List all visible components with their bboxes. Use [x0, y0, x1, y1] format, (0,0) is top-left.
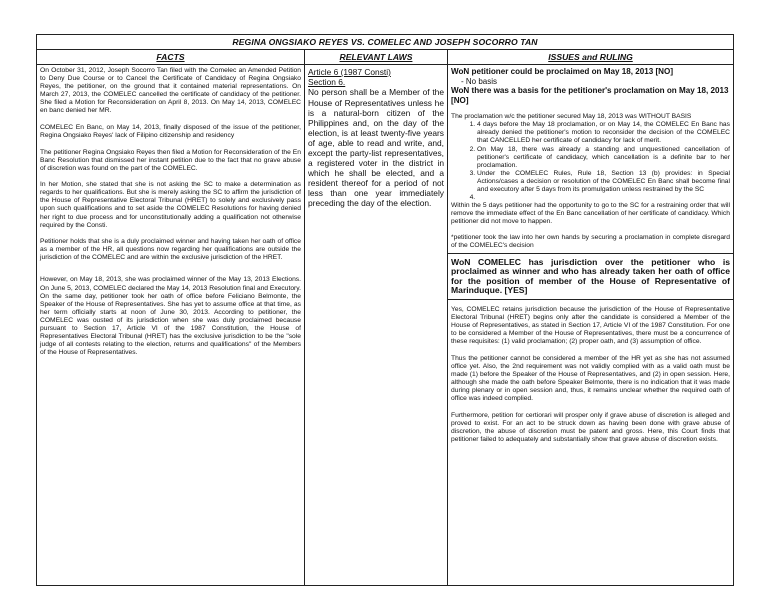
- facts-header: FACTS: [37, 50, 305, 64]
- issues-header: ISSUES and RULING: [548, 52, 633, 62]
- list-item: 1. 4 days before the May 18 proclamation, or on May 14, the COMELEC En Banc has already denied the petitioner's motion to reconsider the decision of the COMELEC that CANCELLED her certificate of candidacy for lack of merit.: [477, 121, 730, 145]
- law-article: Article 6 (1987 Consti): [308, 67, 391, 77]
- facts-column: [37, 65, 305, 585]
- facts-paragraph: In her Motion, she stated that she is not asking the SC to make a determination as regards to her qualifications. But she is merely asking the SC to affirm the jurisdiction of the House of Representative Electoral Tribunal (HRET) to solely and exclusively pass upon such qualifications and to set aside the COMELEC Resolutions for having denied her right to due process and for unconstitutionally adding a qualification not otherwise required by the Consti.: [40, 181, 301, 229]
- ruling-intro: The proclamation w/c the petitioner secured May 18, 2013 was WITHOUT BASIS: [451, 113, 692, 121]
- ruling-list: [451, 121, 730, 202]
- issue-3: WoN COMELEC has jurisdiction over the petitioner who is proclaimed as winner and who has already taken her oath of office for the position of member of the House of Representative of Marinduque. [YES]: [451, 256, 730, 296]
- facts-paragraph: However, on May 18, 2013, she was proclaimed winner of the May 13, 2013 Elections. On June 5, 2013, COMELEC declared the May 14, 2013 Resolution final and Executory. On the same day, petitioner took her oath of office before Feliciano Belmonte, the Speaker of the House of Representatives. She has yet to assume office at that time, as her term officially starts at noon of June 30, 2013. According to petitioner, the COMELEC was ousted of its jurisdiction when she was duly proclaimed because pursuant to Section 17, Article VI of the 1987 Constitution, the House of Representatives Electoral Tribunal (HRET) has the exclusive jurisdiction to be the "sole judge of all contests relating to the election, returns and qualifications" of the Members of the House of Representatives.: [40, 276, 301, 357]
- facts-paragraph: The petitioner Regina Ongsiako Reyes then filed a Motion for Reconsideration of the En Banc Resolution that dismissed her instant petition due to the fact that no grave abuse of discretion was found on the part of the COMELEC.: [40, 148, 301, 172]
- list-item: [477, 194, 730, 202]
- list-item: 3. Under the COMELEC Rules, Rule 18, Section 13 (b) provides: in Special Actions/cases a decision or resolution of the COMELEC En Banc shall become final and executory after 5 days from its promulgation unless restrained by the SC: [477, 170, 730, 194]
- case-title: REGINA ONGSIAKO REYES VS. COMELEC AND JOSEPH SOCORRO TAN: [37, 35, 733, 50]
- issue-section-3: [448, 254, 733, 300]
- issues-column: [448, 65, 733, 585]
- case-digest-table: [36, 34, 734, 586]
- law-text: No person shall be a Member of the House of Representatives unless he is a natural-born citizen of the Philippines and, on the day of the election, is at least twenty-five years of age, able to read and write, and, except the party-list representatives, a registered voter in the district in which he shall be elected, and a resident thereof for a period of not less than one year immediately preceding the day of the election.: [308, 87, 444, 209]
- ruling-section-3: [448, 300, 733, 444]
- issue-1: WoN petitioner could be proclaimed on May 18, 2013 [NO]: [451, 67, 674, 76]
- answer-1: - No basis: [461, 76, 498, 86]
- column-headers: [37, 50, 733, 65]
- laws-header: RELEVANT LAWS: [305, 50, 448, 64]
- ruling-after: Within the 5 days petitioner had the opportunity to go to the SC for a restraining order that will remove the immediate effect of the En Banc cancellation of her certificate of candidacy. Which petitioner did not move to happen.: [451, 202, 730, 226]
- law-section: Section 6.: [308, 77, 346, 88]
- laws-column: [305, 65, 448, 585]
- ruling-paragraph: Yes, COMELEC retains jurisdiction because the jurisdiction of the House of Representative Electoral Tribunal (HRET) begins only after the candidate is considered a Member of the House of Representatives, as stated in Section 17, Article VI of the 1987 Constitution. For one to be considered a Member of the House of Representatives, there must be a concurrence of these requisites: (1) valid proclamation; (2) proper oath, and (3) assumption of office.: [451, 306, 730, 346]
- ruling-note: *petitioner took the law into her own hands by securing a proclamation in complete disregard of the COMELEC's decision: [451, 233, 730, 249]
- facts-paragraph: Petitioner holds that she is a duly proclaimed winner and having taken her oath of office as a member of the HR, all questions now regarding her qualifications are outside the jurisdiction of the COMELEC and are within the exclusive jurisdiction of the HRET.: [40, 238, 301, 262]
- facts-paragraph: On October 31, 2012, Joseph Socorro Tan filed with the Comelec an Amended Petition to Deny Due Course or to Cancel the Certificate of Candidacy of Regina Ongsiako Reyes, the petitioner, on the ground that it contained material representations. On March 27, 2013, the COMELEC cancelled the certificate of candidacy of the petitioner. She filed a Motion for Reconsideration on April 8, 2013. On May 14, 2013, COMELEC en banc denied her MR.: [40, 67, 301, 115]
- issue-section-1: [448, 65, 733, 254]
- issue-2: WoN there was a basis for the petitioner's proclamation on May 18, 2013 [NO]: [451, 86, 729, 105]
- ruling-paragraph: Thus the petitioner cannot be considered a member of the HR yet as she has not assumed office yet. Also, the 2nd requirement was not validly complied with as a valid oath must be made (1) before the Speaker of the House of Representatives, and (2) in open session. Here, although she made the oath before Speaker Belmonte, there is no indication that it was made during plenary or in open session and, thus, it remains unclear whether the required oath of office was indeed complied.: [451, 354, 730, 403]
- ruling-paragraph: Furthermore, petition for certiorari will prosper only if grave abuse of discretion is alleged and proved to exist. For an act to be struck down as having been done with grave abuse of discretion, the abuse of discretion must be patent and gross. Here, this Court finds that petitioner failed to adequately and substantially show that grave abuse of discretion exists.: [451, 411, 730, 444]
- facts-paragraph: COMELEC En Banc, on May 14, 2013, finally disposed of the issue of the petitioner, Regina Ongsiako Reyes' lack of Filipino citizenship and residency: [40, 123, 301, 140]
- list-item: 2. On May 18, there was already a standing and unquestioned cancellation of petitioner's certificate of candidacy, which cancellation is a definite bar to her proclamation.: [477, 146, 730, 170]
